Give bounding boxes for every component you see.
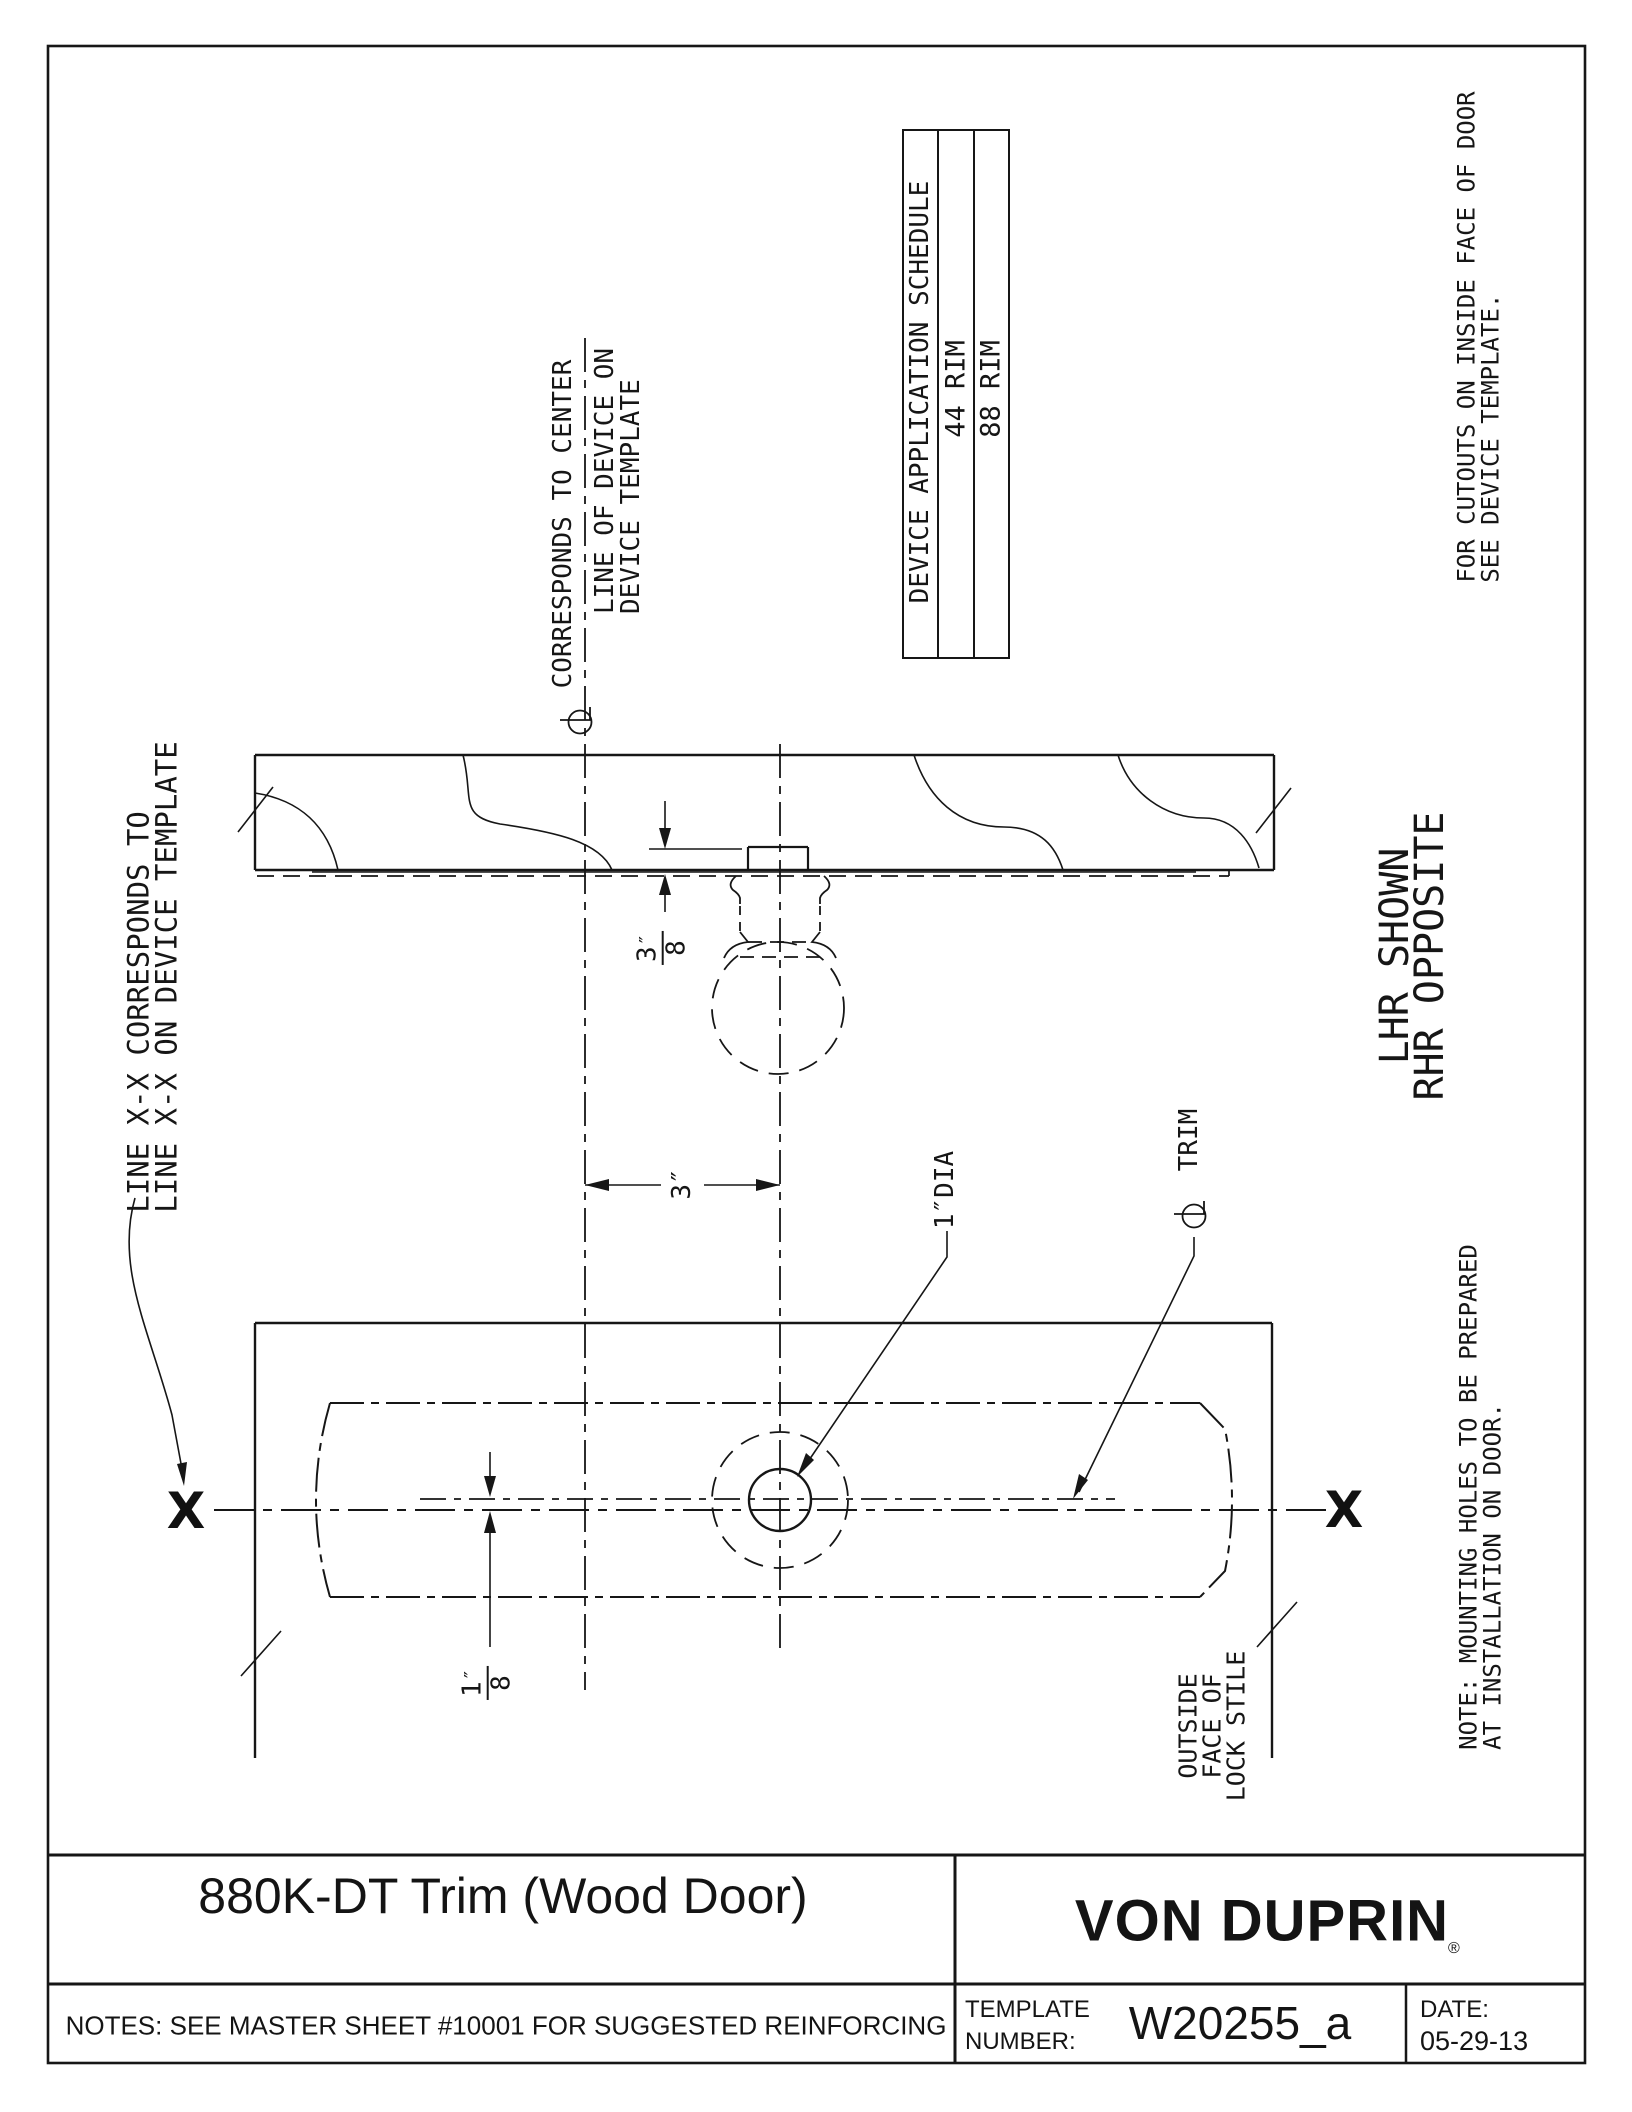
dim-three-eighths-den: 8 [662,940,692,956]
leader-cl-trim [1073,1237,1194,1499]
label-lock-stile [1173,1650,1250,1802]
label-handing-line2: RHR OPPOSITE [1407,811,1453,1101]
label-cutouts-note [1452,91,1504,583]
template-label-line1: TEMPLATE [965,1996,1090,2023]
label-line-xx-line2: LINE X-X ON DEVICE TEMPLATE [149,741,183,1213]
leader-hole-dia [797,1231,947,1477]
label-mounting-note-line1: NOTE: MOUNTING HOLES TO BE PREPARED [1454,1244,1483,1750]
door-edge-view [255,755,1274,870]
schedule-row-88: 88 RIM [975,340,1007,438]
x-marker-left: X [166,1482,206,1540]
knob-circle-hidden [712,942,844,1074]
dim-one-eighth [484,1452,496,1647]
sheet-border [48,46,1585,2063]
label-cl-trim: TRIM [1174,1108,1204,1172]
dim-label-three-inch: 3″ [669,1165,695,1202]
centerline-symbol-trim-icon [1174,1201,1206,1228]
centerline-symbol-top-icon [560,707,592,734]
break-marks-edge-view [238,787,1291,833]
label-line-of-device-line1: LINE OF DEVICE ON [590,347,620,615]
schedule-title: DEVICE APPLICATION SCHEDULE [905,180,935,604]
template-number-value: W20255_a [1128,1997,1352,2049]
schedule-row-44: 44 RIM [940,340,972,438]
sheet-notes: NOTES: SEE MASTER SHEET #10001 FOR SUGGESTED REINFORCING [65,2010,947,2041]
trim-tab [748,847,808,870]
wood-grain [255,755,1259,870]
label-handing [1371,811,1453,1101]
label-line-xx-line1: LINE X-X CORRESPONDS TO [121,811,156,1213]
label-line-of-device-line2: DEVICE TEMPLATE [616,379,646,615]
registered-mark-icon: ® [1448,1940,1460,1957]
template-number-label [965,1994,1090,2057]
label-line-of-device [592,348,644,614]
dim-label-one-eighth [457,1666,517,1700]
knob-profile [712,876,844,1074]
label-lock-stile-line2: FACE OF [1197,1673,1227,1779]
dim-one-eighth-num: 1 [457,1681,488,1697]
label-lock-stile-line3: LOCK STILE [1220,1650,1250,1802]
leader-line-xx [129,1198,187,1486]
dim-three-eighths [649,801,742,912]
date-label: DATE: [1420,1996,1489,2023]
label-handing-line1: LHR SHOWN [1371,847,1418,1065]
inch-marks-icon: ″ [636,934,658,946]
label-mounting-note-line2: AT INSTALLATION ON DOOR. [1478,1403,1506,1750]
label-cutouts-line2: SEE DEVICE TEMPLATE. [1476,293,1504,583]
label-corresponds-center: CORRESPONDS TO CENTER [548,359,578,689]
template-label-line2: NUMBER: [965,2027,1076,2055]
dim-label-hole-dia: 1″DIA [930,1150,960,1230]
x-marker-right: X [1324,1481,1364,1539]
break-marks-plan-view [241,1602,1297,1676]
sheet-title: 880K-DT Trim (Wood Door) [198,1868,808,1924]
label-cutouts-line1: FOR CUTOUTS ON INSIDE FACE OF DOOR [1452,91,1481,583]
brand-logo: VON DUPRIN [1074,1888,1450,1954]
inch-marks-icon: ″ [461,1669,483,1681]
label-line-xx [121,741,183,1213]
label-mounting-note [1454,1244,1506,1750]
dim-label-three-eighths [632,931,692,965]
date-value: 05-29-13 [1420,2026,1529,2056]
door-plan-view [255,1323,1272,1758]
label-lock-stile-line1: OUTSIDE [1173,1673,1203,1779]
centerlines [214,338,1326,1690]
dim-one-eighth-den: 8 [487,1675,517,1691]
dim-three-eighths-num: 3 [632,946,663,962]
